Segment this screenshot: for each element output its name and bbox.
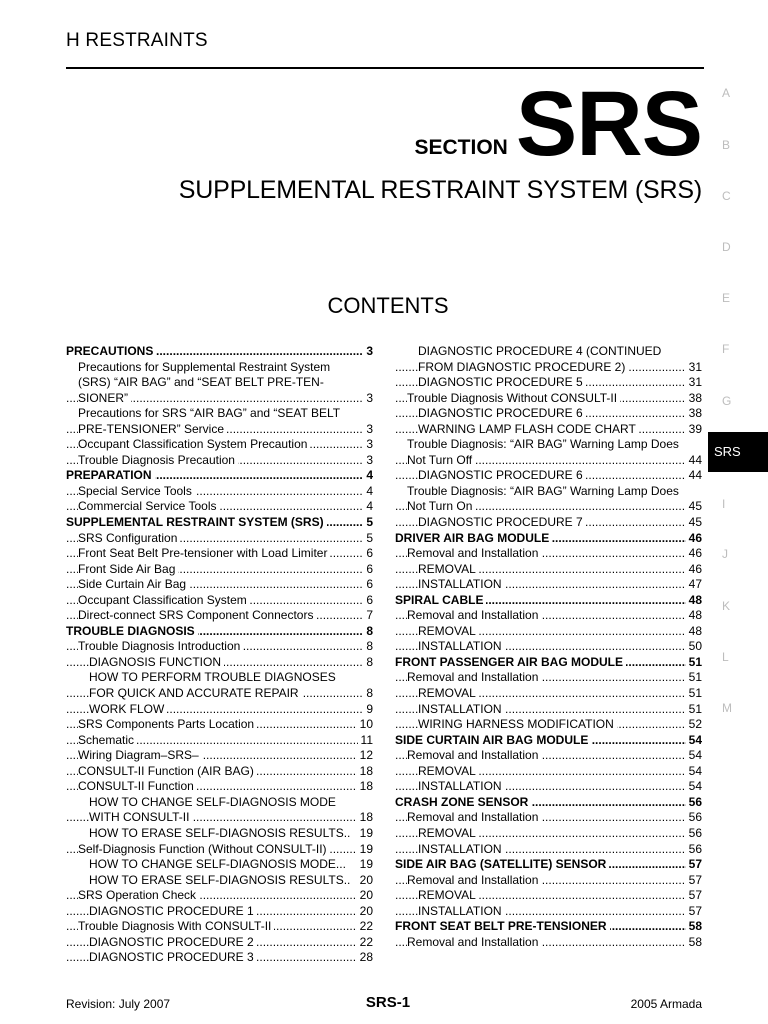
toc-entry-page: 22 — [357, 935, 373, 951]
toc-entry-title: REMOVAL — [418, 888, 479, 902]
toc-entry-title: Occupant Classification System — [78, 593, 250, 607]
thumb-tab[interactable]: L — [722, 650, 729, 664]
thumb-tab[interactable]: G — [722, 394, 732, 408]
toc-entry-page: 20 — [357, 888, 373, 904]
toc-entry-title: Trouble Diagnosis With CONSULT-II — [78, 919, 274, 933]
toc-entry-title: DIAGNOSTIC PROCEDURE 2 — [89, 935, 257, 949]
thumb-tab[interactable]: E — [722, 291, 731, 305]
toc-entry-page: 9 — [363, 702, 373, 718]
toc-entry[interactable] — [66, 562, 373, 578]
toc-entry[interactable] — [395, 779, 702, 795]
toc-entry[interactable] — [66, 546, 373, 562]
toc-entry[interactable] — [66, 935, 373, 951]
toc-entry[interactable] — [66, 702, 373, 718]
toc-entry-page: 19 — [357, 842, 373, 858]
toc-entry[interactable] — [395, 639, 702, 655]
toc-entry[interactable] — [395, 608, 702, 624]
toc-entry[interactable] — [395, 562, 702, 578]
toc-entry-page: 6 — [363, 546, 373, 562]
toc-entry-title: Side Curtain Air Bag — [78, 577, 189, 591]
toc-entry-page: 54 — [686, 748, 702, 764]
toc-entry-title: Direct-connect SRS Component Connectors — [78, 608, 316, 622]
toc-entry-title: PRE-TENSIONER” Service — [78, 422, 227, 436]
toc-entry[interactable] — [66, 842, 373, 858]
toc-entry-page: 6 — [363, 577, 373, 593]
toc-entry-page: 28 — [357, 950, 373, 966]
toc-entry-page: 58 — [686, 919, 702, 935]
toc-entry-title: SIDE AIR BAG (SATELLITE) SENSOR — [395, 857, 609, 871]
toc-entry-title: DIAGNOSTIC PROCEDURE 7 — [418, 515, 586, 529]
toc-entry[interactable] — [395, 873, 702, 889]
toc-entry-title: DIAGNOSIS FUNCTION — [89, 655, 224, 669]
thumb-tab[interactable]: D — [722, 240, 731, 254]
toc-entry-page: 38 — [686, 391, 702, 407]
toc-entry-page: 57 — [686, 904, 702, 920]
toc-entry[interactable] — [395, 717, 702, 733]
toc-entry-page: 3 — [363, 391, 373, 407]
toc-entry[interactable] — [395, 733, 702, 749]
toc-entry-page: 48 — [686, 624, 702, 640]
toc-entry-title: Self-Diagnosis Function (Without CONSULT-II) — [78, 842, 330, 856]
toc-entry-title: SPIRAL CABLE — [395, 593, 486, 607]
toc-entry-page: 3 — [363, 453, 373, 469]
thumb-tab[interactable]: K — [722, 599, 731, 613]
toc-entry-page: 7 — [363, 608, 373, 624]
toc-entry-title: Removal and Installation — [407, 748, 541, 762]
toc-entry[interactable] — [395, 468, 702, 484]
toc-entry-title: Precautions for SRS “AIR BAG” and “SEAT BELT — [78, 406, 343, 420]
toc-entry-title: WARNING LAMP FLASH CODE CHART — [418, 422, 639, 436]
toc-entry-page: 5 — [363, 515, 373, 531]
section-code: SRS — [515, 73, 702, 175]
toc-entry-page: 56 — [686, 842, 702, 858]
toc-entry-page: 8 — [363, 655, 373, 671]
toc-entry-page: 19 — [357, 826, 373, 842]
toc-entry[interactable] — [66, 826, 373, 842]
thumb-tab[interactable]: C — [722, 189, 731, 203]
toc-entry-page: 52 — [686, 717, 702, 733]
toc-entry-page: 50 — [686, 639, 702, 655]
toc-entry-title: Not Turn On — [407, 499, 475, 513]
toc-entry[interactable] — [66, 515, 373, 531]
toc-entry[interactable] — [66, 624, 373, 640]
toc-entry[interactable] — [66, 733, 373, 749]
toc-entry-title: Front Side Air Bag — [78, 562, 178, 576]
toc-entry-title: Occupant Classification System Precaution — [78, 437, 310, 451]
toc-entry[interactable] — [66, 748, 373, 764]
toc-entry-page: 5 — [363, 531, 373, 547]
toc-entry-title: DRIVER AIR BAG MODULE — [395, 531, 552, 545]
toc-entry[interactable] — [395, 375, 702, 391]
toc-entry-title: CONSULT-II Function — [78, 779, 197, 793]
toc-entry[interactable] — [66, 360, 373, 376]
toc-entry-page: 22 — [357, 919, 373, 935]
toc-entry-page: 56 — [686, 795, 702, 811]
section-block — [414, 73, 702, 175]
toc-entry-title: PREPARATION — [66, 468, 155, 482]
toc-entry-page: 54 — [686, 764, 702, 780]
toc-entry[interactable] — [395, 686, 702, 702]
toc-entry-page: 20 — [357, 873, 373, 889]
toc-entry-page: 3 — [363, 344, 373, 360]
toc-entry-title: Precautions for Supplemental Restraint System — [78, 360, 333, 374]
toc-entry-title: Removal and Installation — [407, 608, 541, 622]
toc-right-column — [395, 344, 702, 950]
toc-entry[interactable] — [395, 593, 702, 609]
toc-entry[interactable] — [395, 546, 702, 562]
toc-entry-title: Trouble Diagnosis Introduction — [78, 639, 243, 653]
toc-entry-title: TROUBLE DIAGNOSIS — [66, 624, 198, 638]
toc-entry-page: 51 — [686, 670, 702, 686]
toc-entry[interactable] — [66, 655, 373, 671]
toc-entry[interactable] — [66, 686, 373, 702]
toc-entry-page: 54 — [686, 733, 702, 749]
toc-entry[interactable] — [395, 531, 702, 547]
toc-entry[interactable] — [66, 499, 373, 515]
thumb-tab[interactable]: J — [722, 547, 728, 561]
toc-entry-page: 18 — [357, 764, 373, 780]
toc-entry-title: Trouble Diagnosis Without CONSULT-II — [407, 391, 620, 405]
contents-heading: CONTENTS — [327, 293, 449, 318]
toc-entry[interactable] — [66, 950, 373, 966]
toc-entry[interactable] — [66, 375, 373, 391]
toc-entry-title: Wiring Diagram–SRS– — [78, 748, 202, 762]
toc-entry-page: 58 — [686, 935, 702, 951]
toc-entry[interactable] — [395, 655, 702, 671]
toc-entry[interactable] — [395, 810, 702, 826]
toc-entry-title: HOW TO CHANGE SELF-DIAGNOSIS MODE — [89, 795, 339, 809]
toc-entry[interactable] — [66, 531, 373, 547]
toc-entry-page: 54 — [686, 779, 702, 795]
toc-entry-page: 57 — [686, 873, 702, 889]
toc-entry-page: 19 — [357, 857, 373, 873]
thumb-tab[interactable]: A — [722, 86, 731, 100]
toc-entry-title: DIAGNOSTIC PROCEDURE 1 — [89, 904, 257, 918]
toc-entry-page: 57 — [686, 857, 702, 873]
toc-entry[interactable] — [66, 608, 373, 624]
toc-entry-title: Commercial Service Tools — [78, 499, 220, 513]
toc-entry-title: INSTALLATION — [418, 779, 505, 793]
toc-entry-title: PRECAUTIONS — [66, 344, 156, 358]
footer-revision: Revision: July 2007 — [66, 997, 171, 1011]
toc-entry[interactable] — [395, 624, 702, 640]
toc-entry[interactable] — [395, 670, 702, 686]
toc-entry-page: 12 — [357, 748, 373, 764]
toc-entry-title: DIAGNOSTIC PROCEDURE 6 — [418, 406, 586, 420]
toc-entry-page: 44 — [686, 468, 702, 484]
header-rule — [66, 67, 704, 69]
toc-entry-title: HOW TO PERFORM TROUBLE DIAGNOSES — [89, 670, 339, 684]
toc-entry-page: 56 — [686, 810, 702, 826]
toc-entry[interactable] — [395, 515, 702, 531]
toc-entry-page: 8 — [363, 686, 373, 702]
toc-entry[interactable] — [66, 670, 373, 686]
toc-entry[interactable] — [395, 919, 702, 935]
toc-entry[interactable] — [66, 577, 373, 593]
toc-entry[interactable] — [66, 795, 373, 811]
toc-entry-page: 10 — [357, 717, 373, 733]
toc-entry-page: 31 — [686, 360, 702, 376]
toc-entry[interactable] — [395, 484, 702, 500]
toc-entry-title: REMOVAL — [418, 764, 479, 778]
toc-entry-page: 45 — [686, 499, 702, 515]
toc-left-column — [66, 344, 373, 966]
thumb-tab[interactable]: I — [722, 497, 726, 511]
toc-entry-page: 18 — [357, 810, 373, 826]
toc-entry[interactable] — [66, 857, 373, 873]
toc-entry-page: 31 — [686, 375, 702, 391]
toc-entry[interactable] — [66, 764, 373, 780]
toc-entry-title: REMOVAL — [418, 686, 479, 700]
toc-entry-page: 38 — [686, 406, 702, 422]
toc-entry[interactable] — [66, 484, 373, 500]
toc-entry[interactable] — [66, 888, 373, 904]
toc-entry-title: INSTALLATION — [418, 639, 505, 653]
toc-entry[interactable] — [66, 344, 373, 360]
toc-entry[interactable] — [395, 360, 702, 376]
toc-entry-title: SIDE CURTAIN AIR BAG MODULE — [395, 733, 591, 747]
toc-entry-page: 56 — [686, 826, 702, 842]
toc-entry-page: 18 — [357, 779, 373, 795]
toc-entry-title: Special Service Tools — [78, 484, 195, 498]
toc-entry-title: FRONT PASSENGER AIR BAG MODULE — [395, 655, 626, 669]
toc-entry-title: INSTALLATION — [418, 904, 505, 918]
toc-entry[interactable] — [395, 764, 702, 780]
toc-entry-title: INSTALLATION — [418, 577, 505, 591]
toc-entry-page: 47 — [686, 577, 702, 593]
toc-entry-title: Front Seat Belt Pre-tensioner with Load Limiter — [78, 546, 330, 560]
toc-entry-page: 57 — [686, 888, 702, 904]
toc-entry[interactable] — [66, 593, 373, 609]
toc-entry-title: DIAGNOSTIC PROCEDURE 3 — [89, 950, 257, 964]
toc-entry-title: INSTALLATION — [418, 842, 505, 856]
thumb-tab[interactable]: M — [722, 701, 732, 715]
toc-entry-page: 6 — [363, 593, 373, 609]
toc-entry-title: (SRS) “AIR BAG” and “SEAT BELT PRE-TEN- — [78, 375, 327, 389]
toc-entry[interactable] — [66, 468, 373, 484]
toc-entry[interactable] — [395, 888, 702, 904]
toc-entry-page: 48 — [686, 593, 702, 609]
toc-entry-page: 3 — [363, 437, 373, 453]
toc-entry-title: SIONER” — [78, 391, 131, 405]
toc-entry[interactable] — [66, 422, 373, 438]
footer-page-id: SRS-1 — [365, 994, 411, 1011]
group-title: H RESTRAINTS — [66, 30, 208, 51]
toc-entry[interactable] — [66, 437, 373, 453]
section-word: SECTION — [414, 136, 508, 159]
toc-entry-page: 8 — [363, 624, 373, 640]
toc-entry[interactable] — [395, 499, 702, 515]
toc-entry-page: 51 — [686, 686, 702, 702]
toc-entry-title: Removal and Installation — [407, 810, 541, 824]
toc-entry[interactable] — [395, 702, 702, 718]
thumb-tab[interactable]: B — [722, 138, 731, 152]
toc-entry-page: 44 — [686, 453, 702, 469]
toc-entry[interactable] — [395, 577, 702, 593]
toc-entry-page: 3 — [363, 422, 373, 438]
toc-entry-title: HOW TO CHANGE SELF-DIAGNOSIS MODE... — [89, 857, 349, 871]
toc-entry-title: REMOVAL — [418, 624, 479, 638]
toc-entry[interactable] — [395, 826, 702, 842]
toc-entry-title: CONSULT-II Function (AIR BAG) — [78, 764, 257, 778]
toc-entry-title: FOR QUICK AND ACCURATE REPAIR — [89, 686, 302, 700]
toc-entry-title: WORK FLOW — [89, 702, 167, 716]
toc-entry[interactable] — [395, 391, 702, 407]
toc-entry-title: Not Turn Off — [407, 453, 475, 467]
toc-entry-title: Trouble Diagnosis: “AIR BAG” Warning Lamp Does — [407, 437, 682, 451]
toc-entry-title: Trouble Diagnosis: “AIR BAG” Warning Lamp Does — [407, 484, 682, 498]
toc-entry-title: Schematic — [78, 733, 137, 747]
toc-entry-page: 4 — [363, 499, 373, 515]
toc-entry[interactable] — [66, 406, 373, 422]
toc-entry-page: 48 — [686, 608, 702, 624]
toc-entry[interactable] — [395, 795, 702, 811]
toc-entry-title: HOW TO ERASE SELF-DIAGNOSIS RESULTS.. — [89, 826, 353, 840]
toc-entry[interactable] — [66, 779, 373, 795]
toc-entry-page: 46 — [686, 562, 702, 578]
toc-entry[interactable] — [395, 453, 702, 469]
toc-entry-title: FRONT SEAT BELT PRE-TENSIONER — [395, 919, 610, 933]
toc-entry-title: Removal and Installation — [407, 670, 541, 684]
toc-entry-title: Removal and Installation — [407, 873, 541, 887]
footer-model: 2005 Armada — [630, 997, 702, 1011]
toc-entry-page: 11 — [358, 733, 373, 749]
toc-entry-title: DIAGNOSTIC PROCEDURE 6 — [418, 468, 586, 482]
toc-entry-title: SRS Operation Check — [78, 888, 199, 902]
toc-entry-page: 4 — [363, 484, 373, 500]
toc-entry-page: 6 — [363, 562, 373, 578]
toc-entry-page: 20 — [357, 904, 373, 920]
toc-entry-title: INSTALLATION — [418, 702, 505, 716]
thumb-tab[interactable]: F — [722, 342, 730, 356]
toc-entry[interactable] — [395, 857, 702, 873]
toc-entry-title: REMOVAL — [418, 562, 479, 576]
toc-entry[interactable] — [66, 639, 373, 655]
toc-entry-title: WITH CONSULT-II — [89, 810, 192, 824]
toc-entry-title: SUPPLEMENTAL RESTRAINT SYSTEM (SRS) — [66, 515, 327, 529]
toc-entry[interactable] — [395, 437, 702, 453]
toc-entry-page: 4 — [363, 468, 373, 484]
toc-entry[interactable] — [66, 919, 373, 935]
toc-entry[interactable] — [395, 904, 702, 920]
toc-entry[interactable] — [395, 842, 702, 858]
toc-entry[interactable] — [395, 748, 702, 764]
toc-entry-page: 46 — [686, 531, 702, 547]
toc-entry-title: CRASH ZONE SENSOR — [395, 795, 531, 809]
toc-entry-title: WIRING HARNESS MODIFICATION — [418, 717, 617, 731]
thumb-tab-active[interactable]: SRS — [708, 432, 768, 472]
toc-entry[interactable] — [66, 810, 373, 826]
toc-entry-page: 39 — [686, 422, 702, 438]
toc-entry-page: 45 — [686, 515, 702, 531]
toc-entry-title: REMOVAL — [418, 826, 479, 840]
toc-entry[interactable] — [395, 344, 702, 360]
toc-entry-title: FROM DIAGNOSTIC PROCEDURE 2) — [418, 360, 628, 374]
toc-entry-page: 46 — [686, 546, 702, 562]
toc-entry[interactable] — [66, 453, 373, 469]
toc-entry-title: DIAGNOSTIC PROCEDURE 4 (CONTINUED — [418, 344, 664, 358]
toc-entry-title: Trouble Diagnosis Precaution — [78, 453, 238, 467]
toc-entry-page: 51 — [686, 655, 702, 671]
toc-entry[interactable] — [395, 422, 702, 438]
toc-entry[interactable] — [395, 406, 702, 422]
toc-entry-title: Removal and Installation — [407, 935, 541, 949]
toc-entry[interactable] — [66, 717, 373, 733]
toc-entry-title: HOW TO ERASE SELF-DIAGNOSIS RESULTS.. — [89, 873, 353, 887]
toc-entry[interactable] — [66, 391, 373, 407]
toc-entry-title: Removal and Installation — [407, 546, 541, 560]
toc-entry[interactable] — [66, 873, 373, 889]
toc-entry[interactable] — [66, 904, 373, 920]
section-title: SUPPLEMENTAL RESTRAINT SYSTEM (SRS) — [178, 176, 702, 204]
toc-entry[interactable] — [395, 935, 702, 951]
toc-entry-title: SRS Components Parts Location — [78, 717, 257, 731]
toc-entry-page: 51 — [686, 702, 702, 718]
toc-entry-title: SRS Configuration — [78, 531, 180, 545]
toc-entry-title: DIAGNOSTIC PROCEDURE 5 — [418, 375, 586, 389]
toc-entry-page: 8 — [363, 639, 373, 655]
